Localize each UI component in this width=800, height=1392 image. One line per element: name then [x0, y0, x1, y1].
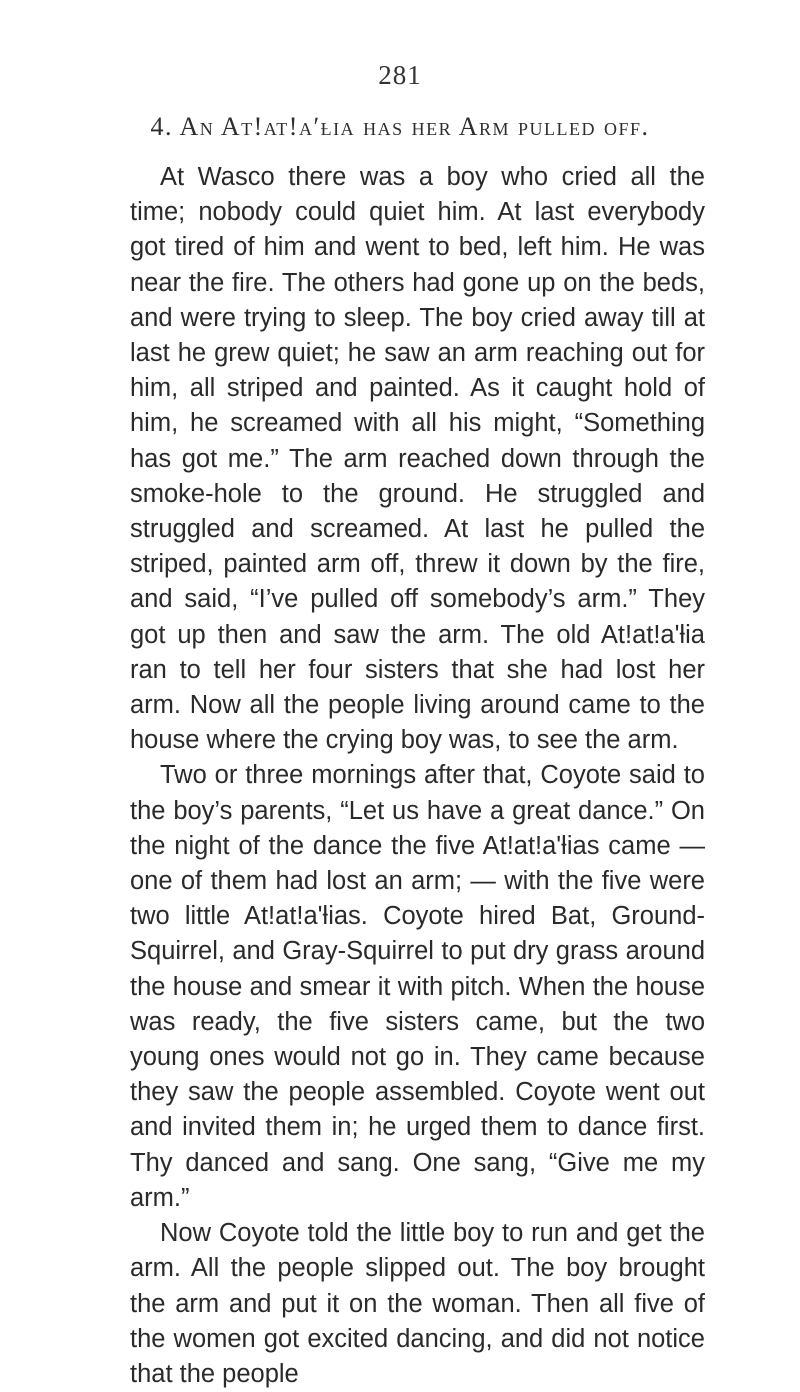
paragraph: Two or three mornings after that, Coyote said to the boy’s parents, “Let us have a great dance.” On the night of the dance the five At!at!aʹƚias came — one of them had lost an arm; — with the five were two little At!at!aʹƚias. Coyote hired Bat, Ground-Squirrel, and Gray-Squirrel to put dry grass around the house and smear it with pitch. When the house was ready, the five sisters came, but the two young ones would not go in. They came because they saw the people assembled. Coyote went out and invited them in; he urged them to dance first. Thy danced and sang. One sang, “Give me my arm.” — [130, 761, 705, 1212]
paragraph: At Wasco there was a boy who cried all the time; nobody could quiet him. At last everybody got tired of him and went to bed, left him. He was near the fire. The others had gone up on the beds, and were trying to sleep. The boy cried away till at last he grew quiet; he saw an arm reaching out for him, all striped and painted. As it caught hold of him, he screamed with all his might, “Something has got me.” The arm reached down through the smoke-hole to the ground. He struggled and struggled and screamed. At last he pulled the striped, painted arm off, threw it down by the fire, and said, “I’ve pulled off somebody’s arm.” They got up then and saw the arm. The old At!at!aʹƚia ran to tell her four sisters that she had lost her arm. Now all the people living around came to the house where the crying boy was, to see the arm. — [130, 163, 705, 755]
story-heading: 4. An At!at!aʹƚia has her Arm pulled off. — [150, 112, 650, 141]
story-body — [130, 160, 705, 1392]
page-number: 281 — [378, 60, 422, 90]
paragraph: Now Coyote told the little boy to run and get the arm. All the people slipped out. The boy brought the arm and put it on the woman. Then all five of the women got excited dancing, and did not notice that the people — [130, 1219, 705, 1388]
